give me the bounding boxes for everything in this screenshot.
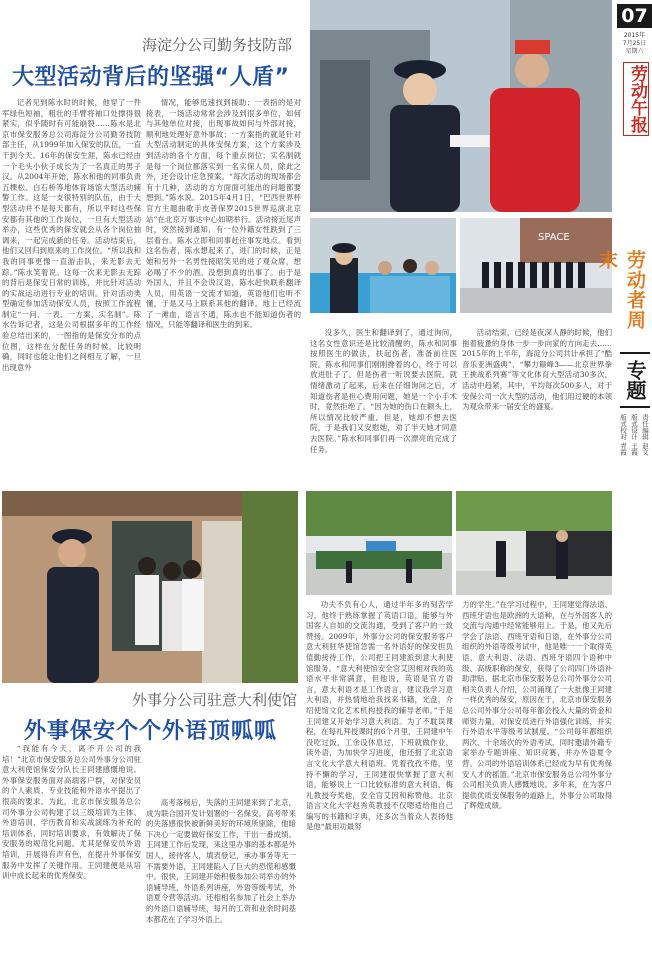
article2-col3: 功夫不负有心人，通过半年多的刻苦学习，他终于熟练掌握了英语口语，能够与外国客人自如的交流沟通，受到了客户的一致赞扬。2009年，外事分公司的保安服务客户意大利驻华使馆急需一名外语好的保安担负值勤接待工作，公司把王同建派到意大利使馆服务。“意大利使馆安全官艾因相对我的英语水平非常满意，但他说，英语是官方语言，意大利语才是工作语言，建议我学习意大利语，并热情地给我找来书籍，光盘，介绍使馆文化艺术机构授我的辅导老师。”于是王同建又开始学习意大利语。为了不耽误课程，在每礼拜授课时的6个月里，王同建中午没吃过饭，工余设休息过，下班就做作业，读外语，为加快学习进度，他还报了北京语言文化大学意大利语班。凭着孜孜不倦，坚持不懈的学习，王同建很快掌握了意大利语，能够说上一口比较标准的意大利语，梅礼教授夸奖他，安全官艾因和称赞他。北京语言文化大学赵秀英教授不仅嗯适给他自己编写的书籍和字典，还多次当着众人表扬他是他“最用功最努 (306, 600, 453, 832)
article2-subtitle: 外事分公司驻意大利使馆 (132, 691, 298, 709)
article1-col3: 没多久，医生和翻译到了，通过询问，这名女性意识还是比较清醒的，陈水和同事按照医生的做法，扶起伤者，准备前往医院。陈水和同事们刚刚搀着的心，终于可以放进肚子了。但是伤者一听说要去医院，就情绪激动了起来，后来在仔细询问之后，才知道伤者是担心费用问题，她是一个小手术时，竟然拒绝了。“因为她的伤口在额头上，所以情况比较严重。但是，她却不想去医院，于是我们又安慰她，劝了半天她才同意去医院。”陈水和同事们再一次漂亮的完成了任务。 (310, 328, 457, 454)
paper-name: 劳动午报 (623, 62, 649, 136)
page-sidebar (596, 0, 652, 957)
photo-embassy-guard (456, 491, 612, 595)
photo-guard-crowd-art (310, 218, 456, 313)
article2-title: 外事保安个个外语顶呱呱 (24, 719, 278, 744)
photo-embassy-guard-art (456, 491, 612, 595)
date-year: 2015年 (623, 32, 646, 39)
article2-col2: 高考落榜后，失落的王同建来到了北京，成为联合国开发计划署的一名保安。高考带来的失落感很快被新鲜美好的环境所驱除，他暗下决心一定要做好保安工作，干出一番成绩。王同建工作后发现，来这里办事的基本都是外国人，接待客人，填表登记，承办事务等无一不需要外语，王同建陷入了巨大的恐慌和感慨中。很快，王同建开始积极参加公司举办的外语辅导班，外语系列讲座，外语等级考试，外语夏令营等活动。还相相名参加了社会上举办的外语口语辅导班，每月的工资和业余时间基本都花在了学习外语上。 (146, 798, 296, 924)
photo-guard-formation-art (460, 218, 612, 313)
editor-line-1: 责任编辑 赵文 (641, 414, 649, 456)
photo-guard-at-door-art (2, 491, 298, 683)
article1-title: 大型活动背后的坚强“人盾” (12, 65, 290, 90)
article1-col4: 活动结束，已经是夜深人静的时候，他们拖着疲惫的身体一步一步向家的方向走去……2015年的上半年，海淀分公司共计承担了“酷音乐亚洲盛典”、“攀力巅峰3——北京世界拳王挑战系列赛”等文化体育大型活动30多次，活动中趋紧，其中，平均每次500多人，对于安保公司一次大型的活动，他们用过硬的本领为观众带来一届安全的盛宴。 (462, 328, 612, 412)
date-day: 7月25日 (622, 40, 647, 47)
article1-col1: 记者见到陈水时的时候，他穿了一件军绿色短袖，粗壮的手臂将袖口处撑得很紧实，似乎随时有可能崩裂……陈水是北京市保安服务总公司海淀分公司勤务技防部主任，从1999年加入保安的队伍，一直干到今天。16年的保安生涯，陈水已经由一个毛头小伙子成长为了一名真正的男子汉。从2004年开始，陈水和他的同事负责五棵松、白石桥等地体育场馆大型活动辅警工作。这是一支很特别的队伍，由于大型活动并不是每天都有，所以平时这些保安都有其他的工作岗位，一旦有大型活动举办，这些优秀的保安就会从各个岗位抽调来，一起完成新的任务。活动结束后，他们又回归到原来的工作岗位。“所以我和我的同事更像一直游击队，来无影去无踪。”陈水笑着说。这每一次来无影去无踪的背后是保安日常的训练，并比针对活动的实战运动进行专业的培训。针对活动类型确定参加活动保安人员，按照工作流程制定“一问、一表、一方案、实名制”。陈水告诉记者，这是公司根据多年的工作经验总结出来的，一图指的是保安分布的点位图，这样在分配任务的时候，比较明确，同时也能让他们之间相互了解，一旦出现意外 (2, 98, 141, 372)
editors-block (617, 414, 652, 482)
photo-security-check-art (310, 0, 612, 212)
article1-subtitle: 海淀分公司勤务技防部 (142, 36, 293, 54)
photo-security-check (310, 0, 612, 212)
date-weekday: 星期六 (625, 48, 644, 55)
article2-col1: “我能有今天，离不开公司的我培！”北京市保安服务总公司外事分公司驻意大利使馆保安分队长王同建感慨地说。外事保安服务面对高端客户群，对保安员的个人素质、专业技能和外语水平提出了很高的要求。为此，北京市保安服务总公司外事分公司构建了以三级培训为主体、外语培训、学历教育和实战演练为补充的培训体系，同时培训要求，有效解决了保安服务的规范化问题。尤其是保安员外语培训，开展得有声有色，在提升外事保安服务中发挥了关键作用。王同建便是从培训中成长起来的优秀保安。 (2, 744, 141, 881)
article1-col2: 情况，能够迅速找到援助；一表指的是对接表，一场活动常常会涉及到很多单位，如何与其他单位对接，出现事故如何与外部对接，顺利地处理好意外事故；一方案指的就是针对大型活动制定的具体安保方案，这个方案涉及到活动的各个方面，每个重点岗位；实名制就是每一个岗位都落实到一名实保人员，除此之外，还会设计应急预案。“每次活动的现场都会有十几种，活动的方方面面可能出的问题都要想到。”陈水说。2015年4月1日，“巴西世界杯官方主题曲歌手皮普保罗2015世界巡演北京站”在北京万事达中心如期举行。活动接近尾声时，突然接到通知，有一位外籍女性跌到了三层看台。陈水立即和同事赶往事发地点。看到这名伤者，陈水想起来了，进门的时候，正是她和另外一名男性接昭笑见的进了观众席，想必喝了不少的酒。没想到真的出事了。由于是外国人，并且不会说汉语，陈水赶快联系翻译人员，用英语一交流才知道，英语他们也听不懂，于是又马上联系其他的翻译。地上已经流了一滩血，语言不通，陈水也不能知道伤者的情况，只能等翻译和医生的到来。 (146, 98, 301, 330)
section-name: 劳动者周末 (596, 250, 646, 330)
article2-col4: 力的学生。”在学习过程中，王同建觉得法语、西班牙语也是欧洲的大语种，在与外国客人的交流与沟通中经常能够用上。于是，他又先后学会了法语、西班牙语和日语，在外事分公司组织的外语等级考试中，他是唯一一个取得英语，意大利语、法语、西班牙语四个语种中级、高级职称的保安，获得了公司四门外语补助津贴。据北京市保安服务总公司外事分公司相关负责人介绍，公司涌现了一大批像王同建一样优秀的保安，原因在于，北京市保安服务总公司外事分公司每年都会投入大量的资金和师资力量，对保安员进行外语强化训练，并实行外语水平等级考试制度。“公司每年都组织两次、十余场次的外语考试，同时邀请外籍专家举办专题讲座、知识竞赛，并办外语夏令营。公司的外语培训体系已经成为早有优秀保安人才的摇篮。”北京市保安服务总公司外事分公司相关负责人感慨地说。多年来，在为客户提供优质安保服务的道路上，外事分公司取得了辉煌成绩。 (462, 600, 612, 811)
section-tag: 专题 (620, 352, 650, 408)
editor-line-3: 版式校对 青霞 (619, 414, 627, 456)
editor-line-2: 版式设计 王霞 (630, 414, 638, 456)
photo-guard-crowd (310, 218, 456, 313)
svg-text:SPACE: SPACE (538, 232, 570, 243)
photo-embassy-gate-art (306, 491, 452, 595)
photo-embassy-gate (306, 491, 452, 595)
page-number: 07 (617, 4, 652, 28)
photo-guard-formation (460, 218, 612, 313)
photo-guard-at-door (2, 491, 298, 683)
